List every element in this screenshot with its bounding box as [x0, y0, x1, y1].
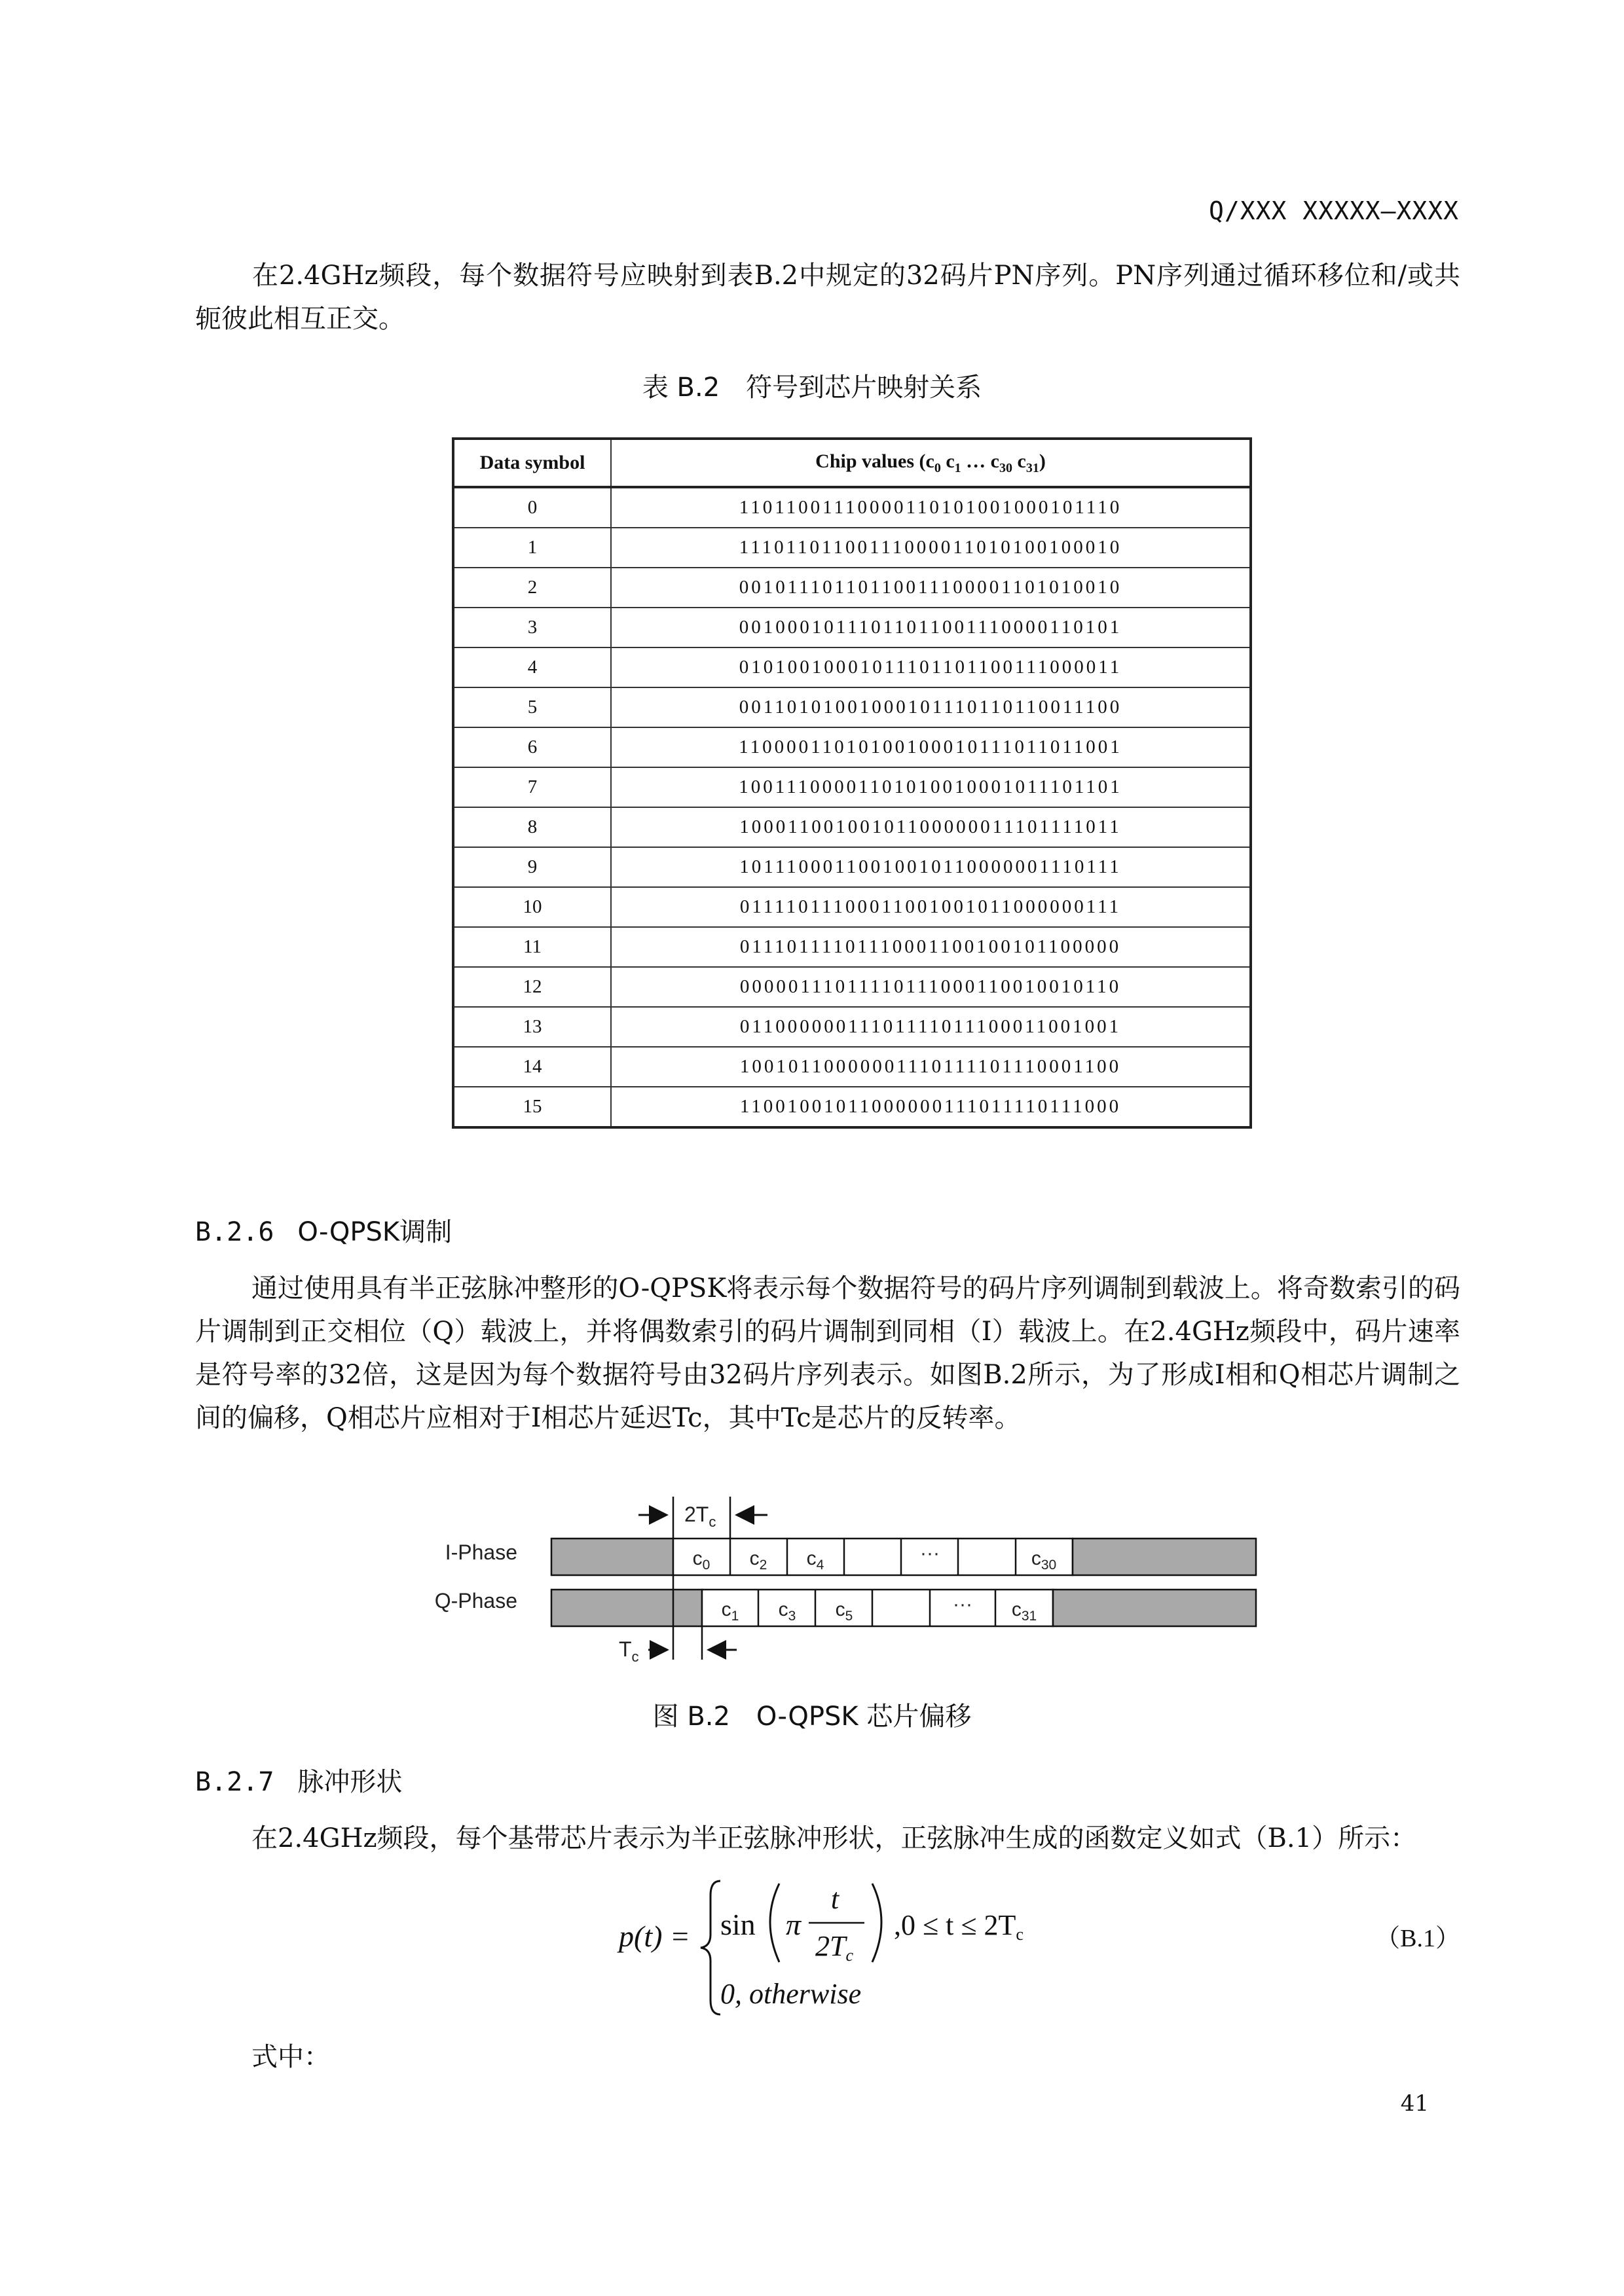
cell-data-symbol: 2	[453, 568, 611, 608]
top-marker-label: $2T_c$	[684, 1503, 716, 1530]
cell-chip-values: 00110101001000101110110110011100	[611, 687, 1251, 727]
equation-pi: π	[786, 1908, 802, 1941]
table-row	[453, 927, 1251, 967]
cell-data-symbol: 5	[453, 687, 611, 727]
cell-chip-values: 10111000110010010110000001110111	[611, 847, 1251, 887]
cell-chip-values: 00000111011110111000110010010110	[611, 967, 1251, 1007]
i-phase-shaded-start	[551, 1539, 673, 1575]
chip-label-c2: $c_2$	[749, 1548, 767, 1573]
chip-label-c31: $c_{31}$	[1011, 1599, 1037, 1624]
where-label: 式中：	[251, 2042, 330, 2072]
cell-data-symbol: 11	[453, 927, 611, 967]
table-row	[453, 608, 1251, 647]
q-phase-ellipsis: ···	[953, 1594, 972, 1615]
q-phase-chips	[702, 1590, 1053, 1626]
cell-chip-values: 11001001011000000111011110111000	[611, 1087, 1251, 1127]
table-row	[453, 687, 1251, 727]
i-phase-shaded-end	[1073, 1539, 1256, 1575]
chip-label-c4: $c_4$	[806, 1548, 824, 1573]
cell-data-symbol: 1	[453, 528, 611, 568]
q-phase-shaded-end	[1053, 1590, 1256, 1626]
table-row	[453, 528, 1251, 568]
section-heading-b27: B.2.7 脉冲形状	[195, 1767, 403, 1797]
cell-chip-values: 01100000011101111011100011001001	[611, 1007, 1251, 1047]
document-id: Q/XXX XXXXX—XXXX	[1208, 196, 1459, 225]
equation-case-2: 0, otherwise	[720, 1978, 862, 2010]
table-row	[453, 1007, 1251, 1047]
intro-paragraph	[195, 254, 1460, 340]
equation-denominator: 2Tc	[815, 1930, 854, 1965]
cell-chip-values: 00100010111011011001110000110101	[611, 608, 1251, 647]
table-row	[453, 1087, 1251, 1127]
table-row	[453, 807, 1251, 847]
q-phase-shaded-start	[551, 1590, 702, 1626]
cell-chip-values: 01010010001011101101100111000011	[611, 647, 1251, 687]
i-phase-ellipsis: ···	[920, 1542, 940, 1564]
column-header-symbol: Data symbol	[453, 439, 611, 487]
section-b27-paragraph	[195, 1817, 1460, 1860]
cell-chip-values: 01110111101110001100100101100000	[611, 927, 1251, 967]
cell-data-symbol: 0	[453, 487, 611, 528]
cell-chip-values: 00101110110110011100001101010010	[611, 568, 1251, 608]
cell-data-symbol: 6	[453, 727, 611, 767]
chip-mapping-table	[452, 437, 1252, 1129]
bottom-marker-label: $T_c$	[619, 1637, 639, 1665]
intro-text: 在2.4GHz频段，每个数据符号应映射到表B.2中规定的32码片PN序列。PN序列通过循环移位和/或共轭彼此相互正交。	[195, 261, 1460, 334]
cell-data-symbol: 12	[453, 967, 611, 1007]
equation-sin: sin	[720, 1908, 756, 1941]
column-header-chips: Chip values ($c_0$ $c_1$ … $c_{30}$ $c_{31}$)	[611, 439, 1251, 487]
chip-label-c1: $c_1$	[721, 1599, 739, 1624]
cell-chip-values: 11101101100111000011010100100010	[611, 528, 1251, 568]
cell-chip-values: 10011100001101010010001011101101	[611, 767, 1251, 807]
table-caption: 表 B.2 符号到芯片映射关系	[642, 373, 982, 403]
i-phase-chips	[673, 1539, 1073, 1575]
chip-label-c5: $c_5$	[835, 1599, 853, 1624]
table-row	[453, 727, 1251, 767]
table-row	[453, 1047, 1251, 1087]
table-row	[453, 847, 1251, 887]
cell-data-symbol: 8	[453, 807, 611, 847]
table-row	[453, 568, 1251, 608]
cell-data-symbol: 14	[453, 1047, 611, 1087]
section-heading-b26: B.2.6 O-QPSK调制	[195, 1217, 452, 1247]
chip-label-c30: $c_{30}$	[1031, 1548, 1057, 1573]
cell-data-symbol: 4	[453, 647, 611, 687]
page-number: 41	[1400, 2090, 1429, 2117]
section-b27-text: 在2.4GHz频段，每个基带芯片表示为半正弦脉冲形状，正弦脉冲生成的函数定义如式（B.1）所示：	[251, 1823, 1417, 1853]
table-row	[453, 887, 1251, 927]
cell-data-symbol: 7	[453, 767, 611, 807]
table-row	[453, 767, 1251, 807]
q-phase-label: Q-Phase	[434, 1589, 517, 1613]
chip-label-c0: $c_0$	[692, 1548, 710, 1573]
equation-numerator: t	[830, 1883, 840, 1915]
cell-chip-values: 11011001110000110101001000101110	[611, 487, 1251, 528]
chip-label-c3: $c_3$	[778, 1599, 796, 1624]
oqpsk-figure	[0, 1486, 1624, 1683]
table-row	[453, 487, 1251, 528]
cell-data-symbol: 9	[453, 847, 611, 887]
table-row	[453, 647, 1251, 687]
cell-data-symbol: 15	[453, 1087, 611, 1127]
table-row	[453, 967, 1251, 1007]
equation-condition-1: ,0 ≤ t ≤ 2Tc	[894, 1909, 1024, 1944]
cell-data-symbol: 3	[453, 608, 611, 647]
cell-data-symbol: 13	[453, 1007, 611, 1047]
table-header-row	[453, 439, 1251, 487]
equation-lhs: p(t) =	[619, 1920, 690, 1953]
equation-label: （B.1）	[1375, 1925, 1460, 1952]
table-body	[453, 487, 1251, 1127]
section-b26-text: 通过使用具有半正弦脉冲整形的O-QPSK将表示每个数据符号的码片序列调制到载波上。将奇数索引的码片调制到正交相位（Q）载波上，并将偶数索引的码片调制到同相（I）载波上。在2.4GHz频段中，码片速率是符号率的32倍，这是因为每个数据符号由32码片序列表示。如图B.2所示，为了形成I相和Q相芯片调制之间的偏移，Q相芯片应相对于I相芯片延迟Tc，其中Tc是芯片的反转率。	[195, 1273, 1460, 1433]
cell-chip-values: 01111011100011001001011000000111	[611, 887, 1251, 927]
section-b26-paragraph	[195, 1267, 1460, 1440]
cell-data-symbol: 10	[453, 887, 611, 927]
cell-chip-values: 10010110000001110111101110001100	[611, 1047, 1251, 1087]
cell-chip-values: 11000011010100100010111011011001	[611, 727, 1251, 767]
equation-b1	[589, 1869, 1460, 2026]
figure-caption: 图 B.2 O-QPSK 芯片偏移	[652, 1702, 972, 1732]
i-phase-label: I-Phase	[445, 1540, 517, 1564]
cell-chip-values: 10001100100101100000011101111011	[611, 807, 1251, 847]
